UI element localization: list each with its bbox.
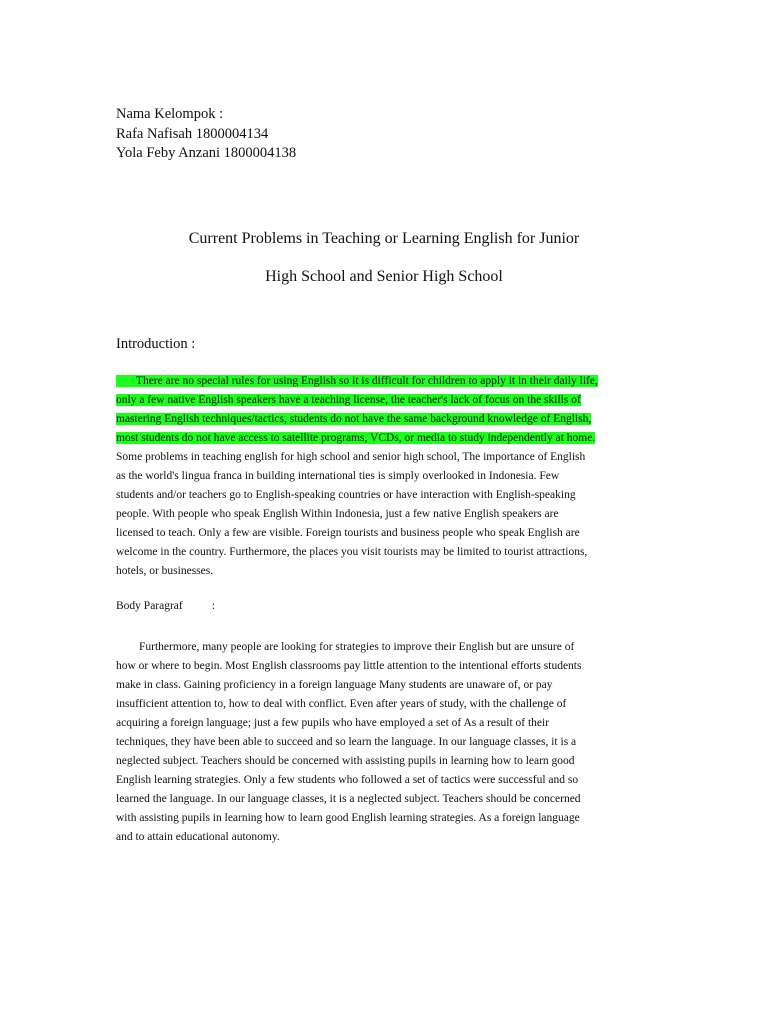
- text-line: as the world's lingua franca in building international ties is simply overlooked in Indonesia. Few: [116, 470, 560, 482]
- group-members-block: [116, 105, 296, 164]
- document-title-line-2: High School and Senior High School: [265, 268, 503, 285]
- group-label: Nama Kelompok :: [116, 106, 224, 122]
- text-line: English learning strategies. Only a few students who followed a set of tactics were successful and so: [116, 774, 579, 786]
- text-line: people. With people who speak English Within Indonesia, just a few native English speakers are: [116, 508, 559, 520]
- introduction-paragraph: [116, 372, 664, 581]
- text-line: with assisting pupils in learning how to learn good English learning strategies. As a foreign language: [116, 812, 580, 824]
- text-line: welcome in the country. Furthermore, the places you visit tourists may be limited to tourist attractions,: [116, 546, 588, 558]
- member-name-1: Rafa Nafisah 1800004134: [116, 125, 269, 142]
- highlighted-line: There are no special rules for using English so it is difficult for children to apply it in their daily life,: [116, 375, 598, 387]
- text-line: and to attain educational autonomy.: [116, 831, 280, 843]
- text-line: insufficient attention to, how to deal with conflict. Even after years of study, with the challenge of: [116, 698, 567, 710]
- text-line: hotels, or businesses.: [116, 565, 214, 577]
- document-title-line-1: Current Problems in Teaching or Learning English for Junior: [188, 230, 580, 247]
- body-paragraph-heading: [116, 600, 215, 612]
- highlighted-line: mastering English techniques/tactics, students do not have the same background knowledge of English,: [116, 413, 592, 425]
- member-name-2: Yola Feby Anzani 1800004138: [116, 145, 297, 161]
- highlighted-line: most students do not have access to satellite programs, VCDs, or media to study independently at home.: [116, 432, 596, 444]
- text-line: licensed to teach. Only a few are visible. Foreign tourists and business people who speak English are: [116, 527, 580, 539]
- text-line: learned the language. In our language classes, it is a neglected subject. Teachers should be concerned: [116, 793, 581, 805]
- text-line: techniques, they have been able to succeed and so learn the language. In our language classes, it is a: [116, 736, 577, 748]
- text-line: make in class. Gaining proficiency in a foreign language Many students are unaware of, or pay: [116, 679, 553, 691]
- text-line: neglected subject. Teachers should be concerned with assisting pupils in learning how to learn good: [116, 755, 575, 767]
- text-line: Furthermore, many people are looking for strategies to improve their English but are unsure of: [116, 641, 575, 653]
- body-heading-label: Body Paragraf: [116, 600, 183, 612]
- text-line: acquiring a foreign language; just a few pupils who have employed a set of As a result of their: [116, 717, 550, 729]
- introduction-heading: Introduction :: [116, 336, 196, 352]
- highlighted-line: only a few native English speakers have a teaching license, the teacher's lack of focus on the skills of: [116, 394, 581, 406]
- text-line: students and/or teachers go to English-speaking countries or have interaction with English-speaking: [116, 489, 576, 501]
- body-heading-colon: :: [211, 600, 215, 612]
- text-line: how or where to begin. Most English classrooms pay little attention to the intentional efforts students: [116, 660, 582, 672]
- text-line: Some problems in teaching english for high school and senior high school, The importance of English: [116, 451, 586, 463]
- body-paragraph: [116, 638, 664, 847]
